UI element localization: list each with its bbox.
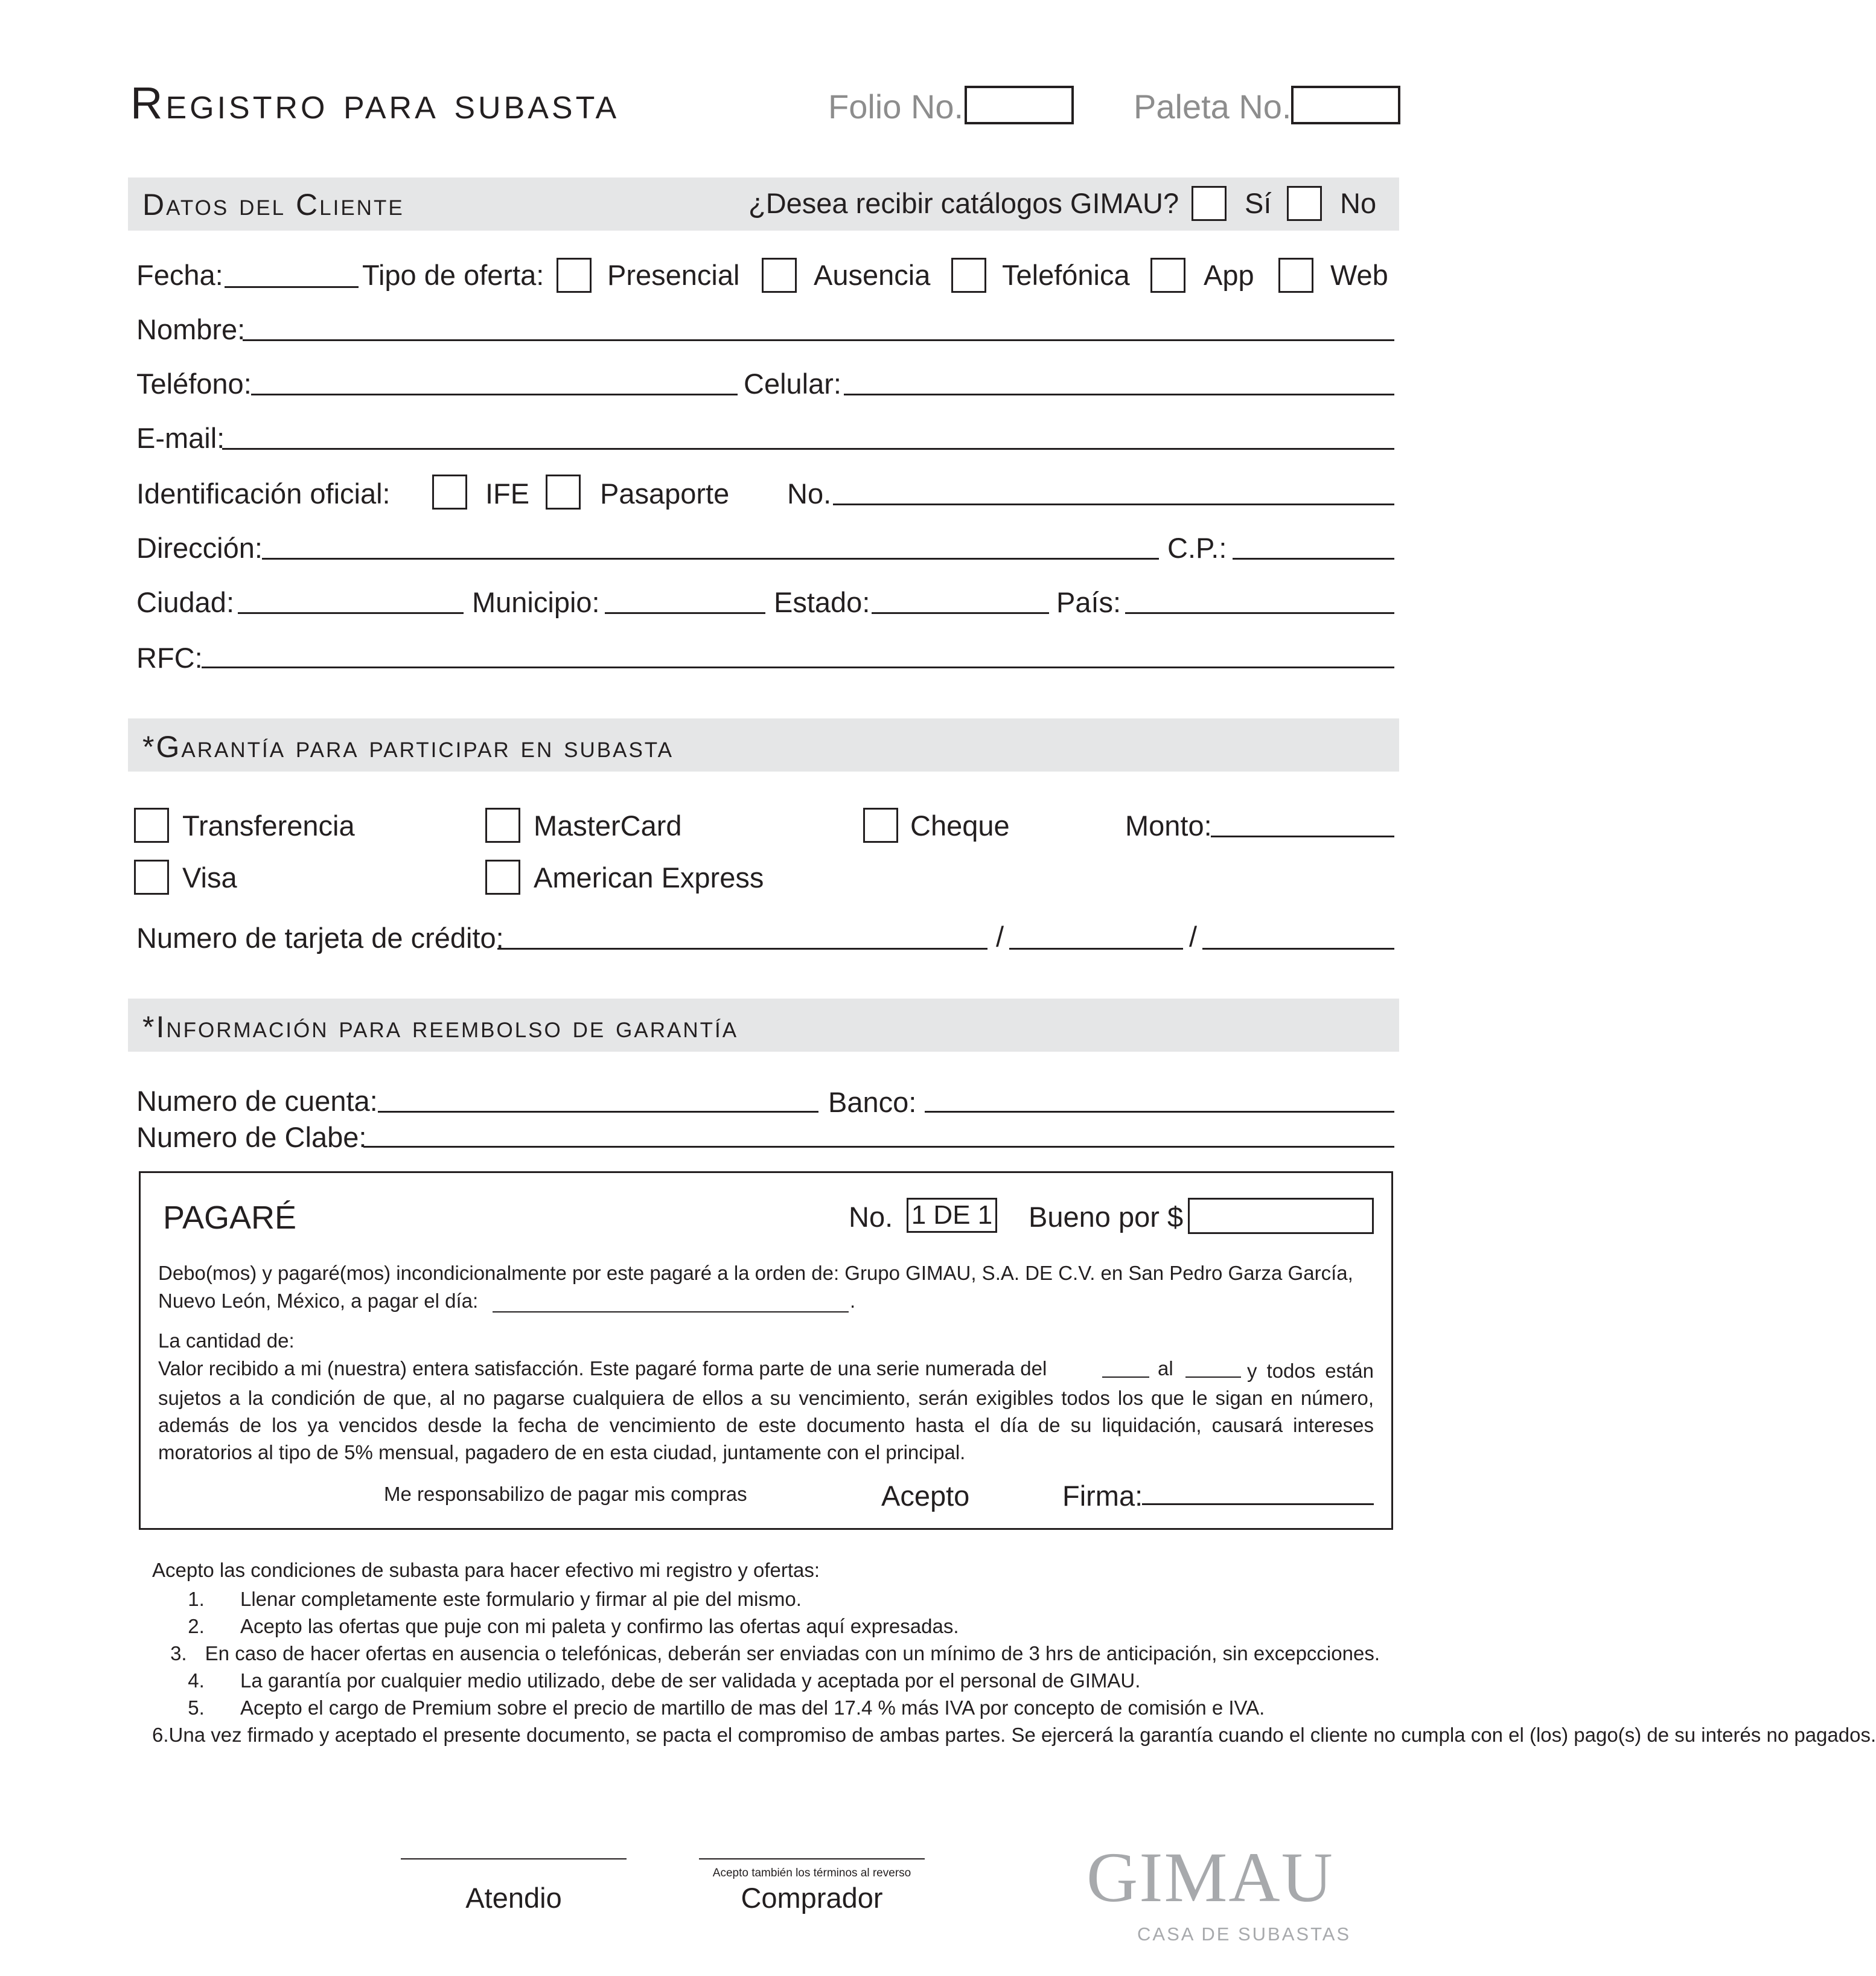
terms-list (152, 1585, 1876, 1748)
serie-al-label: al (1158, 1357, 1173, 1380)
terms-item-text: Acepto las ofertas que puje con mi paleta y confirmo las ofertas aquí expresadas. (240, 1615, 959, 1637)
atendio-label: Atendio (465, 1882, 562, 1914)
cp-label: C.P.: (1167, 532, 1227, 564)
celular-label: Celular: (744, 368, 841, 400)
pais-field[interactable] (1125, 612, 1394, 614)
email-label: E-mail: (136, 422, 225, 454)
email-field[interactable] (222, 448, 1394, 450)
terms-item-num: 3. (170, 1642, 187, 1664)
client-section-title: Datos del Cliente (142, 188, 404, 222)
firma-field[interactable] (1142, 1503, 1374, 1505)
nombre-field[interactable] (243, 339, 1394, 341)
web-checkbox[interactable] (1278, 258, 1313, 293)
atendio-signature-line[interactable] (401, 1858, 627, 1859)
terms-item-text: En caso de hacer ofertas en ausencia o telefónicas, deberán ser enviadas con un mínimo de 3 hrs de anticipación, sin excepcciones. (205, 1642, 1380, 1664)
estado-field[interactable] (872, 612, 1049, 614)
firma-label: Firma: (1062, 1480, 1143, 1512)
ausencia-label: Ausencia (814, 259, 931, 291)
terms-item-text: Acepto el cargo de Premium sobre el precio de martillo de mas del 17.4 % más IVA por concepto de comisión e IVA. (240, 1696, 1265, 1719)
pagare-paragraph1a: Debo(mos) y pagaré(mos) incondicionalmente por este pagaré a la orden de: Grupo GIMAU, S.A. DE C.V. en San Pedro Garza García, (158, 1262, 1353, 1284)
terms-item-text: Una vez firmado y aceptado el presente documento, se pacta el compromiso de ambas partes. Se ejercerá la garantía cuando el cliente no cumpla con el (los) pago(s) de su interés no pagados. (168, 1724, 1876, 1746)
paleta-label: Paleta No. (1134, 88, 1292, 126)
page-title: Registro para subasta (130, 78, 620, 128)
bueno-por-input[interactable] (1188, 1198, 1374, 1234)
terms-item (152, 1613, 1380, 1640)
monto-label: Monto: (1125, 810, 1212, 842)
cp-field[interactable] (1233, 558, 1394, 560)
terms-item-num: 5. (188, 1696, 205, 1719)
pasaporte-label: Pasaporte (600, 478, 730, 510)
folio-input[interactable] (965, 86, 1074, 124)
fecha-field[interactable] (225, 286, 359, 288)
telefonica-label: Telefónica (1002, 259, 1130, 291)
web-label: Web (1330, 259, 1388, 291)
terms-item (152, 1667, 1380, 1694)
banco-label: Banco: (828, 1086, 917, 1118)
cheque-label: Cheque (910, 810, 1010, 842)
app-label: App (1204, 259, 1254, 291)
reverso-note: Acepto también los términos al reverso (712, 1867, 911, 1879)
visa-checkbox[interactable] (134, 860, 169, 895)
comprador-label: Comprador (741, 1882, 883, 1914)
terms-intro: Acepto las condiciones de subasta para hacer efectivo mi registro y ofertas: (152, 1559, 820, 1581)
rfc-field[interactable] (202, 667, 1394, 668)
gimau-logo: GIMAU (1086, 1838, 1334, 1917)
ife-checkbox[interactable] (432, 475, 467, 510)
municipio-field[interactable] (605, 612, 765, 614)
pagare-paragraph2a: Valor recibido a mi (nuestra) entera satisfacción. Este pagaré forma parte de una serie numerada del (158, 1357, 1047, 1380)
responsabilizo-text: Me responsabilizo de pagar mis compras (384, 1483, 747, 1505)
pagare-no-value: 1 DE 1 (907, 1198, 997, 1233)
mastercard-checkbox[interactable] (485, 808, 520, 843)
card-slash-2: / (1189, 921, 1198, 953)
pasaporte-checkbox[interactable] (546, 475, 581, 510)
telefono-field[interactable] (251, 394, 738, 395)
tipo-oferta-label: Tipo de oferta: (362, 259, 544, 291)
app-checkbox[interactable] (1150, 258, 1185, 293)
nombre-label: Nombre: (136, 313, 246, 345)
direccion-field[interactable] (262, 558, 1159, 560)
comprador-signature-line[interactable] (699, 1858, 925, 1859)
terms-item (152, 1640, 1380, 1667)
cuenta-field[interactable] (378, 1111, 818, 1113)
pagar-dia-field[interactable] (493, 1311, 849, 1313)
card-slash-1: / (996, 921, 1004, 953)
banco-field[interactable] (925, 1111, 1394, 1113)
amex-checkbox[interactable] (485, 860, 520, 895)
catalog-no-checkbox[interactable] (1287, 186, 1322, 221)
card-number-field-2[interactable] (1009, 948, 1183, 950)
celular-field[interactable] (844, 394, 1394, 395)
municipio-label: Municipio: (472, 586, 600, 618)
terms-item-num: 4. (188, 1669, 205, 1692)
folio-label: Folio No. (828, 88, 964, 126)
bueno-por-label: Bueno por $ (1029, 1201, 1184, 1233)
terms-item (152, 1694, 1380, 1721)
terms-item (152, 1585, 1380, 1613)
fecha-label: Fecha: (136, 259, 223, 291)
card-number-label: Numero de tarjeta de crédito: (136, 922, 504, 954)
terms-item-text: Llenar completamente este formulario y firmar al pie del mismo. (240, 1588, 802, 1610)
id-number-label: No. (787, 478, 832, 510)
cheque-checkbox[interactable] (863, 808, 898, 843)
rfc-label: RFC: (136, 642, 203, 674)
paleta-input[interactable] (1291, 86, 1400, 124)
card-number-field-3[interactable] (1202, 948, 1394, 950)
acepto-label: Acepto (881, 1480, 970, 1512)
catalog-question: ¿Desea recibir catálogos GIMAU? (748, 187, 1179, 219)
terms-item-num: 2. (188, 1615, 205, 1637)
presencial-checkbox[interactable] (557, 258, 592, 293)
transferencia-checkbox[interactable] (134, 808, 169, 843)
terms-item-num: 6. (152, 1724, 169, 1746)
ausencia-checkbox[interactable] (762, 258, 797, 293)
pagare-title: PAGARÉ (163, 1200, 297, 1236)
pagare-paragraph2b: y todos están sujetos a la condición de que, al no pagarse cualquiera de ellos a su vencimiento, serán exigibles todos los que le sigan en número, además de los ya vencidos desde la fecha de vencimiento de este documento hasta el día de su liquidación, causará intereses moratorios al tipo de 5% mensual, pagadero de en esta ciudad, juntamente con el principal. (158, 1360, 1374, 1463)
monto-field[interactable] (1211, 836, 1394, 837)
cuenta-label: Numero de cuenta: (136, 1085, 378, 1117)
telefonica-checkbox[interactable] (951, 258, 986, 293)
refund-section-title: *Información para reembolso de garantía (142, 1010, 739, 1044)
telefono-label: Teléfono: (136, 368, 252, 400)
ciudad-field[interactable] (238, 612, 464, 614)
pagare-paragraph1b: Nuevo León, México, a pagar el día: (158, 1290, 479, 1312)
ciudad-label: Ciudad: (136, 586, 234, 618)
pagare-no-label: No. (849, 1201, 893, 1233)
clabe-label: Numero de Clabe: (136, 1121, 367, 1153)
catalog-yes-label: Sí (1245, 187, 1272, 219)
catalog-no-label: No (1340, 187, 1377, 219)
transferencia-label: Transferencia (182, 810, 355, 842)
id-number-field[interactable] (833, 504, 1394, 505)
identificacion-label: Identificación oficial: (136, 478, 391, 510)
mastercard-label: MasterCard (534, 810, 682, 842)
pais-label: País: (1056, 586, 1121, 618)
terms-item-num: 1. (188, 1588, 205, 1610)
amex-label: American Express (534, 862, 764, 894)
catalog-yes-checkbox[interactable] (1192, 186, 1227, 221)
clabe-field[interactable] (363, 1146, 1394, 1148)
terms-item (152, 1721, 1876, 1748)
presencial-label: Presencial (607, 259, 740, 291)
ife-label: IFE (485, 478, 530, 510)
gimau-logo-subtitle: CASA DE SUBASTAS (1137, 1923, 1351, 1945)
pagare-period: . (850, 1290, 856, 1312)
guarantee-section-title: *Garantía para participar en subasta (142, 730, 674, 764)
estado-label: Estado: (774, 586, 870, 618)
visa-label: Visa (182, 862, 237, 894)
terms-item-text: La garantía por cualquier medio utilizado, debe de ser validada y aceptada por el personal de GIMAU. (240, 1669, 1141, 1692)
direccion-label: Dirección: (136, 532, 263, 564)
card-number-field-1[interactable] (497, 948, 987, 950)
cantidad-label: La cantidad de: (158, 1329, 295, 1352)
